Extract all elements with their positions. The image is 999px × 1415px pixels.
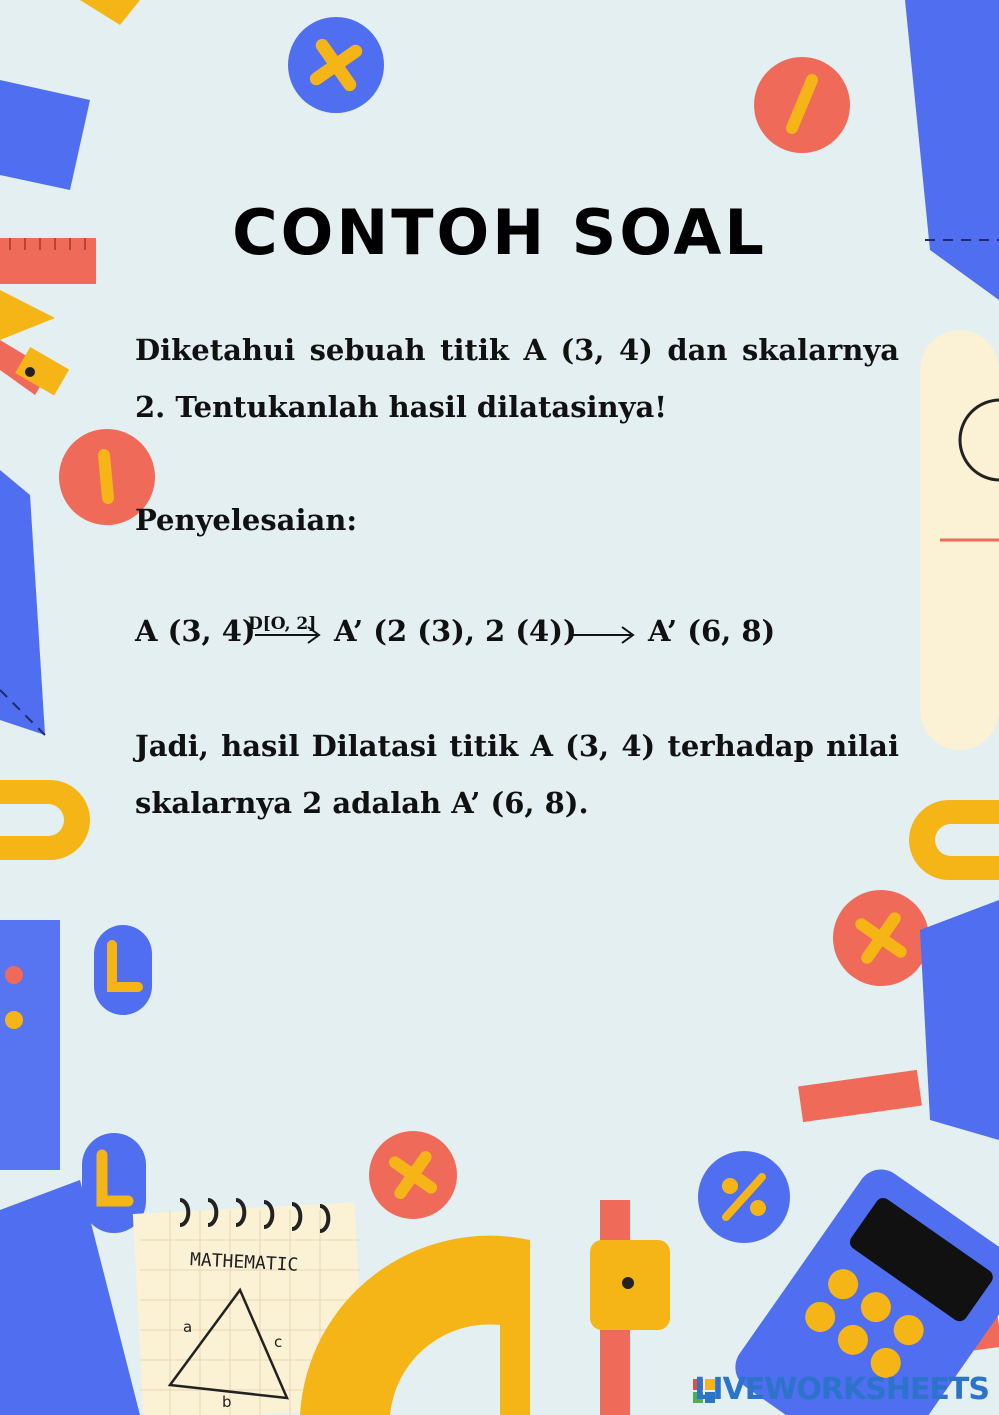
- triangle-side-a: a: [183, 1318, 193, 1336]
- equation-start: A (3, 4): [135, 614, 256, 648]
- percent-circle-icon: [698, 1151, 790, 1243]
- triangle-side-b: b: [222, 1393, 232, 1411]
- transformation-label: D[O, 2]: [248, 614, 317, 634]
- plus-circle-bottom-icon: [369, 1131, 457, 1219]
- minus-circle-icon: [754, 57, 850, 153]
- plus-circle-icon: [288, 17, 384, 113]
- equation-result: A’ (6, 8): [648, 614, 776, 648]
- arrow-icon-2: [567, 620, 639, 650]
- notebook-label: MATHEMATIC: [189, 1249, 299, 1276]
- plus-circle-right-icon: [833, 890, 929, 986]
- solution-heading: Penyelesaian:: [135, 503, 358, 537]
- watermark: LIVEWORKSHEETS: [694, 1372, 989, 1407]
- equation-middle: A’ (2 (3), 2 (4)): [334, 614, 577, 648]
- triangle-side-c: c: [274, 1333, 283, 1351]
- conclusion-text: Jadi, hasil Dilatasi titik A (3, 4) terhadap nilai skalarnya 2 adalah A’ (6, 8).: [135, 729, 899, 820]
- page-title: CONTOH SOAL: [232, 196, 767, 269]
- arrow-icon: [253, 620, 325, 650]
- magnet-shape: [0, 780, 90, 860]
- problem-text: Diketahui sebuah titik A (3, 4) dan skalarnya 2. Tentukanlah hasil dilatasinya!: [135, 333, 899, 424]
- blue-ruler-shape: [0, 80, 90, 190]
